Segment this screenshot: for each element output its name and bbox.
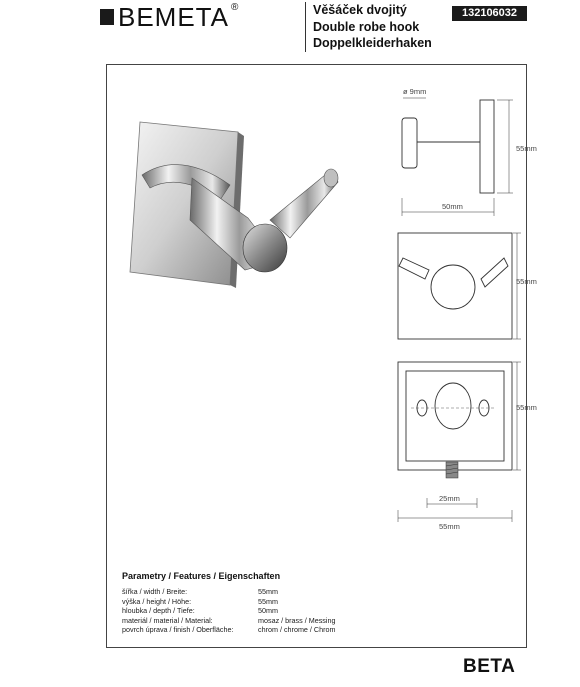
parameters-title: Parametry / Features / Eigenschaften [122, 571, 281, 581]
param-row [122, 606, 336, 616]
param-value: 55mm [258, 587, 278, 596]
brand-logo [100, 1, 239, 32]
side-view [402, 98, 513, 216]
param-key: povrch úprava / finish / Oberfläche: [122, 625, 234, 635]
title-german: Doppelkleiderhaken [313, 36, 432, 50]
side-depth-label: 50mm [442, 202, 463, 211]
logo-mark [100, 9, 114, 25]
back-height-label: 55mm [516, 403, 537, 412]
hole-spacing-label: 25mm [439, 494, 460, 503]
param-value: 50mm [258, 606, 278, 616]
registered-mark: ® [230, 1, 239, 13]
param-row [122, 587, 336, 597]
param-row [122, 597, 336, 607]
product-titles [313, 2, 432, 52]
back-width-label: 55mm [439, 522, 460, 531]
param-row [122, 625, 336, 635]
side-height-label: 55mm [516, 144, 537, 153]
title-czech: Věšáček dvojitý [313, 3, 407, 17]
header-divider [305, 2, 306, 52]
title-english: Double robe hook [313, 19, 420, 34]
param-key: materiál / material / Material: [122, 615, 213, 625]
series-name: BETA [463, 656, 516, 677]
back-view [398, 362, 521, 470]
param-value: mosaz / brass / Messing [258, 615, 336, 625]
param-value: 55mm [258, 596, 278, 606]
product-photo [120, 110, 360, 300]
product-code: 132106032 [452, 6, 527, 21]
parameters-section [122, 571, 336, 635]
front-view [398, 233, 521, 339]
param-key: šířka / width / Breite: [122, 587, 188, 596]
technical-drawings [385, 80, 545, 540]
param-key: výška / height / Höhe: [122, 596, 192, 606]
diameter-label: ø 9mm [403, 87, 427, 96]
param-value: chrom / chrome / Chrom [258, 625, 336, 635]
brand-name: BEMETA [118, 2, 229, 32]
param-row [122, 616, 336, 626]
post-cap [243, 224, 287, 272]
param-key: hloubka / depth / Tiefe: [122, 606, 195, 616]
front-height-label: 55mm [516, 277, 537, 286]
